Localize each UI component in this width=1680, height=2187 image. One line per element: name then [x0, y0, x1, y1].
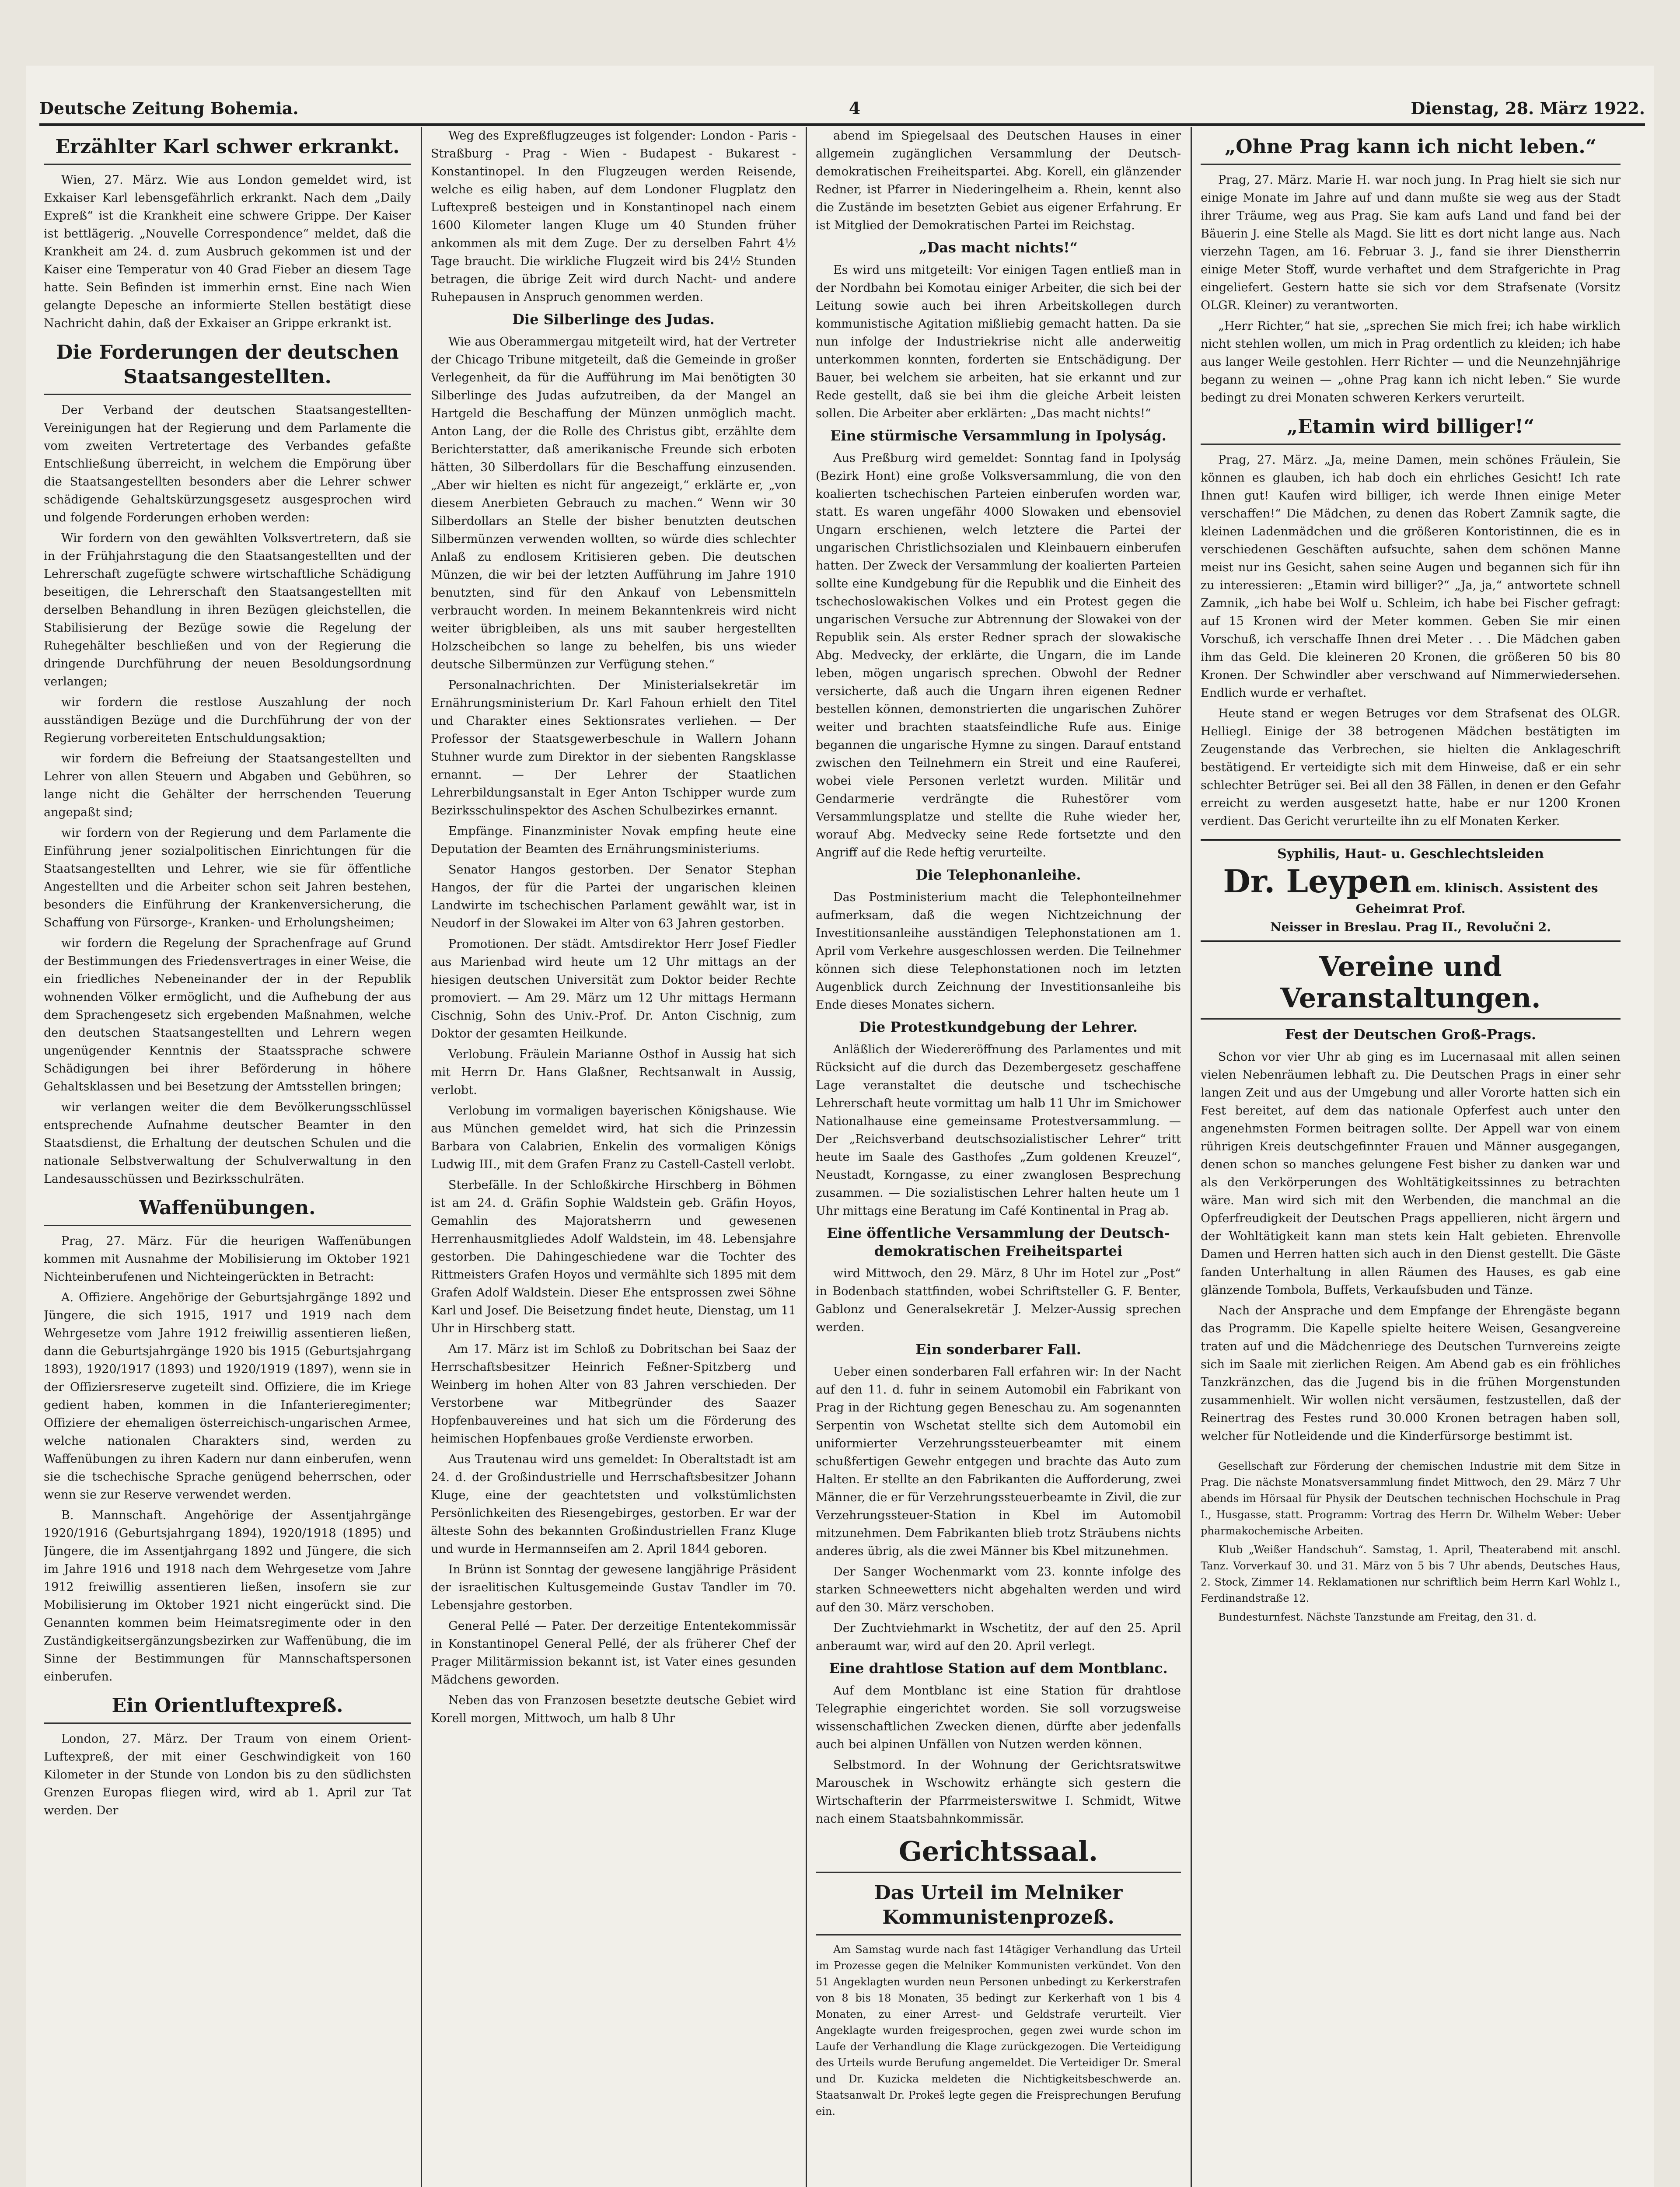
article-paragraph: Aus Trautenau wird uns gemeldet: In Oberaltstadt ist am 24. d. der Großindustrielle und Herrschaftsbesitzer Johann Kluge, eine der geachtetsten und volkstümlichsten Persönlichkeiten des Riesengebirges, gestorben. Er war der älteste Sohn des bekannten Großindustriellen Franz Kluge und wurde in Hermannseifen am 2. April 1844 geboren.	[431, 1453, 796, 1556]
article-paragraph: Schon vor vier Uhr ab ging es im Lucernasaal mit allen seinen vielen Nebenräumen lebhaft zu. Die Deutschen Prags in einer sehr langen Zeit und aus der Umgebung und aller Vororte hatten sich ein Fest bereitet, auf dem das nationale Opferfest auch unter den angenehmsten Formen beitragen sollte. Der Appell war von einem rührigen Kreis deutschgefinnter Frauen und Männer ausgegangen, denen schon so manches gelungene Fest bisher zu danken war und als den Verkörperungen des Wohltätigkeitssinnes zu betrachten wäre. Man wird sich mit den Werbenden, die manchmal an die Opferfreudigkeit der Deutschen Prags appellieren, nicht ärgern und der Wohltätigkeit kann man stets kein Halt gebieten. Ehrenvolle Damen und Herren hatten sich auch in den Dienst gestellt. Die Gäste fanden Unterhaltung in allen Räumen des Hauses, es gab eine glänzende Tombola, Buffets, Verkaufsbuden und Tänze.	[1201, 1050, 1621, 1297]
article-heading: Waffenübungen.	[44, 1196, 411, 1226]
article-paragraph: Verlobung. Fräulein Marianne Osthof in Aussig hat sich mit Herrn Dr. Hans Glaßner, Rechtsanwalt in Aussig, verlobt.	[431, 1048, 796, 1097]
article-paragraph: Wien, 27. März. Wie aus London gemeldet wird, ist Exkaiser Karl lebensgefährlich erkrankt. Nach dem „Daily Expreß“ ist die Krankheit eine schwere Grippe. Der Kaiser ist bettlägerig. „Nouvelle Correspondence“ meldet, daß die Krankheit am 24. d. zum Ausbruch gekommen ist und der Kaiser eine Temperatur von 40 Grad Fieber an diesem Tage hatte. Sein Befinden ist immerhin ernst. Eine nach Wien gelangte Depesche an informierte Stellen bestätigt diese Nachricht dahin, daß der Exkaiser an Grippe erkrankt ist.	[44, 173, 411, 330]
section-heading-events: Vereine und Veranstaltungen.	[1201, 951, 1621, 1020]
article-heading: Erzählter Karl schwer erkrankt.	[44, 135, 411, 165]
article-paragraph: wir fordern die restlose Auszahlung der noch ausständigen Bezüge und die Durchführung der von der Regierung vorbereiteten Entschuldungsaktion;	[44, 695, 411, 745]
ad-line: em. klinisch. Assistent des Geheimrat Prof.	[1355, 881, 1598, 916]
ad-line: Neisser in Breslau. Prag II., Revolučni 2.	[1270, 920, 1551, 934]
article-paragraph: Ueber einen sonderbaren Fall erfahren wir: In der Nacht auf den 11. d. fuhr in seinem Automobil ein Fabrikant von Prag in der Richtung gegen Beneschau zu. Am sogenannten Serpentin von Wschetat stellte sich dem Automobil ein uniformierter Verzehrungssteuerbeamter mit einem schußfertigen Gewehr entgegen und brachte das Auto zum Halten. Er stellte an den Fabrikanten die Aufforderung, zwei Männer, die er für Verzehrungssteuerbeamte in Zivil, die zur Verzehrungssteuer-Station in Kbel im Automobil mitzunehmen. Dem Fabrikanten blieb trotz Sträubens nichts anderes übrig, als die zwei Männer bis Kbel mitzunehmen.	[816, 1365, 1181, 1558]
article-heading: Das Urteil im Melniker Kommunistenprozeß.	[816, 1881, 1181, 1935]
article-paragraph: Am 17. März ist im Schloß zu Dobritschan bei Saaz der Herrschaftsbesitzer Heinrich Feßner-Spitzberg und Weinberg im hohen Alter von 83 Jahren verschieden. Der Verstorbene war Mitbegründer des Saazer Hopfenbauvereines und hat sich um die Förderung des heimischen Hopfenbaues große Verdienste erworben.	[431, 1342, 796, 1446]
article-paragraph: Der Sanger Wochenmarkt vom 23. konnte infolge des starken Schneewetters nicht abgehalten werden und wird auf den 30. März verschoben.	[816, 1565, 1181, 1614]
article-paragraph: Klub „Weißer Handschuh“. Samstag, 1. April, Theaterabend mit anschl. Tanz. Vorverkauf 30. und 31. März von 5 bis 7 Uhr abends, Deutsches Haus, 2. Stock, Zimmer 14. Reklamationen nur schriftlich beim Herrn Karl Wohlz I., Ferdinandstraße 12.	[1201, 1544, 1621, 1604]
column-2	[431, 127, 796, 2187]
article-paragraph: Senator Hangos gestorben. Der Senator Stephan Hangos, der für die Partei der ungarischen kleinen Landwirte im tschechischen Parlament gewählt war, ist in Neudorf in der Slowakei im Alter von 63 Jahren gestorben.	[431, 863, 796, 930]
article-paragraph: abend im Spiegelsaal des Deutschen Hauses in einer allgemein zugänglichen Versammlung der Deutsch-demokratischen Freiheitspartei. Abg. Korell, ein glänzender Redner, ist Pfarrer in Niederingelheim a. Rhein, kennt also die Zustände im besetzten Gebiet aus eigener Erfahrung. Er ist Mitglied der Demokratischen Partei im Reichstag.	[816, 129, 1181, 232]
article-paragraph: Selbstmord. In der Wohnung der Gerichtsratswitwe Marouschek in Wschowitz erhängte sich gestern die Wirtschafterin der Pfarrmeisterswitwe I. Schmidt, Witwe nach einem Staatsbahnkommissär.	[816, 1758, 1181, 1826]
article-paragraph: Aus Preßburg wird gemeldet: Sonntag fand in Ipolyság (Bezirk Hont) eine große Volksversammlung, die von den koalierten tschechischen Parteien einberufen worden war, statt. Es waren ungefähr 4000 Slowaken und ebensoviel Ungarn erschienen, welch letztere die Partei der ungarischen Christlichsozialen und Kleinbauern einberufen hatten. Der Zweck der Versammlung der koalierten Parteien sollte eine Kundgebung für die Republik und die Einheit des tschechoslowakischen Volkes und ein Protest gegen die ungarischen Versuche zur Abtrennung der Slowakei von der Republik sein. Als erster Redner sprach der slowakische Abg. Medvecky, der erklärte, die Ungarn, die im Lande leben, mögen ungarisch sprechen. Obwohl der Redner versicherte, daß auch die Ungarn ihren eigenen Redner bestellen können, demonstrierten die ungarischen Zuhörer weiter und brachten staatsfeindliche Rufe aus. Einige begannen die ungarische Hymne zu singen. Darauf entstand zwischen den Teilnehmern ein Streit und eine Rauferei, wobei viele Personen verletzt wurden. Militär und Gendarmerie verdrängte die Ruhestörer vom Versammlungsplatze und stellte die Ruhe wieder her, worauf Abg. Medvecky seine Rede fortsetzte und den Angriff auf die Rede heftig verurteilte.	[816, 451, 1181, 859]
article-subheading: Die Telephonanleihe.	[915, 866, 1081, 883]
article-paragraph: Der Zuchtviehmarkt in Wschetitz, der auf den 25. April anberaumt war, wird auf den 20. April verlegt.	[816, 1621, 1181, 1653]
article-paragraph: B. Mannschaft. Angehörige der Assentjahrgänge 1920/1916 (Geburtsjahrgang 1894), 1920/1918 (1895) und Jüngere, die im Assentjahrgang 1892 und Jüngere, die sich im Jahre 1916 und 1918 nach dem Wehrgesetze vom Jahre 1912 freiwillig assentieren ließen, insofern sie zur Mobilisierung im Oktober 1921 nicht eingerückt sind. Die Genannten kommen beim Heimatsregimente oder in den Zuständigkeitsergänzungsbezirken zur Waffenübung, die im Sinne der Bestimmungen für Mannschaftspersonen einberufen.	[44, 1509, 411, 1684]
article-paragraph: Prag, 27. März. „Ja, meine Damen, mein schönes Fräulein, Sie können es glauben, ich hab doch ein ehrliches Gesicht! Ich rate Ihnen gut! Kaufen wird billiger, ich werde Ihnen einige Meter verschaffen!“ Die Mädchen, zu denen das Robert Zamnik sagte, die kleinen Ladenmädchen und die größeren Kontoristinnen, die es in verschiedenen Geschäften aufsuchte, sahen dem schönen Manne meist nur ins Gesicht, sahen seine Augen und begannen sich für ihn zu interessieren: „Etamin wird billiger?“ „Ja, ja,“ antwortete schnell Zamnik, „ich habe bei Wolf u. Schleim, ich habe bei Fischer gefragt: auf 15 Kronen wird der Meter kommen. Geben Sie mir einen Vorschuß, ich verschaffe Ihnen drei Meter . . . Die Mädchen gaben ihm das Geld. Die kleineren 20 Kronen, die größeren 50 bis 80 Kronen. Der Schwindler aber verschwand auf Nimmerwiedersehen. Endlich wurde er verhaftet.	[1201, 453, 1621, 700]
article-paragraph: Verlobung im vormaligen bayerischen Königshause. Wie aus München gemeldet wird, hat sich die Prinzessin Barbara von Calabrien, Enkelin des vormaligen Königs Ludwig III., mit dem Grafen Franz zu Castell-Castell verlobt.	[431, 1104, 796, 1171]
article-paragraph: Prag, 27. März. Marie H. war noch jung. In Prag hielt sie sich nur einige Monate im Jahre auf und dann mußte sie weg aus der Stadt ihrer Träume, weg aus Prag. Sie kam aufs Land und fand bei der Bäuerin J. eine Stelle als Magd. Sie litt es dort nicht lange aus. Nach vierzehn Tagen, am 16. Februar 3. J., fand sie ihrer Dienstherrin einige Meter Stoff, wurde verhaftet und dem Strafgerichte in Prag eingeliefert. Gestern hatte sie sich vor dem Strafsenate (Vorsitz OLGR. Kleiner) zu verantworten.	[1201, 173, 1621, 312]
article-subheading: Eine öffentliche Versammlung der Deutsch-demokratischen Freiheitspartei	[827, 1225, 1170, 1259]
article-subheading: Die Silberlinge des Judas.	[512, 311, 715, 328]
article-paragraph: wir verlangen weiter die dem Bevölkerungsschlüssel entsprechende Aufnahme deutscher Beamter in den Staatsdienst, die Erhaltung der deutschen Schulen und die nationale Selbstverwaltung der Schulverwaltung in den Landesausschüssen und Bezirksschulräten.	[44, 1100, 411, 1186]
article-paragraph: wir fordern von der Regierung und dem Parlamente die Einführung jener sozialpolitischen Einrichtungen für die Staatsangestellten und Lehrer, wie sie für öffentliche Angestellten und die Arbeiter schon seit Jahren bestehen, besonders die Einführung der Krankenversicherung, die Schaffung von Fürsorge-, Kranken- und Erholungsheimen;	[44, 826, 411, 929]
article-paragraph: wir fordern die Regelung der Sprachenfrage auf Grund der Bestimmungen des Friedensvertrages in einer Weise, die ein friedliches Nebeneinander der in der Republik wohnenden Völker ermöglicht, und die Aufhebung der aus dem Sprachengesetz sich ergebenden Maßnahmen, welche den deutschen Staatsangestellten und Lehrern wegen ungenügender Kenntnis der Staatssprache schwere Schädigungen bei ihrer Beförderung in höhere Gehaltsklassen und bei Besetzung der Amtsstellen bringen;	[44, 936, 411, 1094]
article-paragraph: Sterbefälle. In der Schloßkirche Hirschberg in Böhmen ist am 24. d. Gräfin Sophie Waldstein geb. Gräfin Hoyos, Gemahlin des Majoratsherrn und gewesenen Herrenhausmitgliedes Adolf Waldstein, im 48. Lebensjahre gestorben. Die Dahingeschiedene war die Tochter des Rittmeisters Grafen Hoyos und vermählte sich 1895 mit dem Grafen Adolf Waldstein. Dieser Ehe entsprossen zwei Söhne Karl und Josef. Die Beisetzung findet heute, Dienstag, um 11 Uhr in Hirschberg statt.	[431, 1178, 796, 1335]
article-heading: Ein Orientluftexpreß.	[44, 1694, 411, 1724]
column-4	[1201, 127, 1621, 2187]
masthead-date: Dienstag, 28. März 1922.	[1411, 98, 1645, 118]
article-paragraph: Anläßlich der Wiedereröffnung des Parlamentes und mit Rücksicht auf die durch das Dezembergesetz geschaffene Lage veranstaltet die deutsche und tschechische Lehrerschaft heute vormittag um halb 11 Uhr im Smichower Nationalhause eine gemeinsame Protestversammlung. — Der „Reichsverband deutschsozialistischer Lehrer“ tritt heute im Saale des Gasthofes „Zum goldenen Kreuzel“, Neustadt, Korngasse, zu einer zwanglosen Besprechung zusammen. — Die sozialistischen Lehrer halten heute um 1 Uhr mittags eine Beratung im Café Kontinental in Prag ab.	[816, 1043, 1181, 1218]
article-paragraph: Heute stand er wegen Betruges vor dem Strafsenat des OLGR. Helliegl. Einige der 38 betrogenen Mädchen bestätigten im Zeugenstande das Verbrechen, sie hielten die Anklageschrift bestätigend. Er verteidigte sich mit dem Hinweise, daß er ein sehr schlechter Betrüger sei. Bei all den 38 Fällen, in denen er den Gefahr erreicht zu werden ausgesetzt hatte, habe er nur 1200 Kronen verdient. Das Gericht verurteilte ihn zu elf Monaten Kerker.	[1201, 707, 1621, 828]
article-paragraph: Wir fordern von den gewählten Volksvertretern, daß sie in der Frühjahrstagung die den Staatsangestellten und der Lehrerschaft zugefügte schwere wirtschaftliche Schädigung beseitigen, die Lehrerschaft den Staatsangestellten mit derselben Behandlung in ihren Bezügen gleichstellen, die Stabilisierung der Bezüge sowie die Regelung der Ruhegehälter beschließen und von der Regierung die dringende Durchführung der neuen Besoldungsordnung verlangen;	[44, 531, 411, 688]
column-rule	[806, 127, 807, 2187]
article-paragraph: wir fordern die Befreiung der Staatsangestellten und Lehrer von allen Steuern und Abgaben und Gebühren, so lange nicht die Gehälter der herrschenden Teuerung angepaßt sind;	[44, 752, 411, 819]
advertisement	[1201, 839, 1621, 942]
article-paragraph: Prag, 27. März. Für die heurigen Waffenübungen kommen mit Ausnahme der Mobilisierung im Oktober 1921 Nichteinberufenen und Nichteingerückten in Betracht:	[44, 1234, 411, 1284]
section-heading-court: Gerichtssaal.	[816, 1836, 1181, 1873]
article-paragraph: Auf dem Montblanc ist eine Station für drahtlose Telegraphie eingerichtet worden. Sie soll vorzugsweise wissenschaftlichen Zwecken dienen, dürfte aber jedenfalls auch bei alpinen Unfällen von Nutzen werden können.	[816, 1684, 1181, 1751]
masthead	[39, 92, 1645, 126]
article-paragraph: Es wird uns mitgeteilt: Vor einigen Tagen entließ man in der Nordbahn bei Komotau einiger Arbeiter, die sich bei der Leitung sowie auch bei ihren Arbeitskollegen durch kommunistische Agitation mißliebig gemacht hatten. Da sie nun infolge der Industriekrise nicht alle anderweitig unterkommen konnten, forderten sie Entschädigung. Der Bauer, bei welchem sie arbeiten, hat sie erkannt und zur Rede gestellt, daß sie bei ihm die gleiche Arbeit leisten sollen. Die Arbeiter aber erklärten: „Das macht nichts!“	[816, 263, 1181, 420]
column-rule	[1191, 127, 1192, 2187]
article-paragraph: Das Postministerium macht die Telephonteilnehmer aufmerksam, daß die wegen Nichtzeichnung der Investitionsanleihe ausständigen Telephonstationen am 1. April vom Verkehre ausgeschlossen werden. Die Teilnehmer können sich diese Telephonstationen noch im letzten Augenblick durch Zeichnung der Investitionsanleihe bis Ende dieses Monates sichern.	[816, 891, 1181, 1012]
article-paragraph: In Brünn ist Sonntag der gewesene langjährige Präsident der israelitischen Kultusgemeinde Gustav Tandler im 70. Lebensjahre gestorben.	[431, 1563, 796, 1612]
column-rule	[421, 127, 422, 2187]
article-subheading: Die Protestkundgebung der Lehrer.	[859, 1019, 1138, 1035]
article-subheading: Eine drahtlose Station auf dem Montblanc.	[829, 1660, 1168, 1677]
article-paragraph: Neben das von Franzosen besetzte deutsche Gebiet wird Korell morgen, Mittwoch, um halb 8 Uhr	[431, 1694, 796, 1725]
article-subheading: Eine stürmische Versammlung in Ipolyság.	[830, 427, 1167, 444]
article-paragraph: Promotionen. Der städt. Amtsdirektor Herr Josef Fiedler aus Marienbad wird heute um 12 Uhr mittags an der hiesigen deutschen Universität zum Doktor beider Rechte promoviert. — Am 29. März um 12 Uhr mittags Hermann Cischnig, Sohn des Univ.-Prof. Dr. Anton Cischnig, zum Doktor der gesamten Heilkunde.	[431, 937, 796, 1041]
article-paragraph: London, 27. März. Der Traum von einem Orient-Luftexpreß, der mit einer Geschwindigkeit von 160 Kilometer in der Stunde von London bis zu den südlichsten Grenzen Europas fliegen wird, wird ab 1. April zur Tat werden. Der	[44, 1732, 411, 1817]
article-heading: „Ohne Prag kann ich nicht leben.“	[1201, 135, 1621, 165]
article-paragraph: Bundesturnfest. Nächste Tanzstunde am Freitag, den 31. d.	[1218, 1611, 1537, 1623]
article-paragraph: Personalnachrichten. Der Ministerialsekretär im Ernährungsministerium Dr. Karl Fahoun erhielt den Titel und Charakter eines Sektionsrates verliehen. — Der Professor der Staatsgewerbeschule in Wallern Johann Stuhner wurde zum Direktor in der siebenten Rangsklasse ernannt. — Der Lehrer der Staatlichen Lehrerbildungsanstalt in Eger Anton Tschipper wurde zum Bezirksschulinspektor des Aschen Schulbezirkes ernannt.	[431, 678, 796, 818]
ad-doctor-name: Dr. Leypen	[1223, 863, 1412, 900]
column-1	[44, 127, 411, 2187]
article-paragraph: Weg des Expreßflugzeuges ist folgender: London - Paris - Straßburg - Prag - Wien - Budapest - Bukarest - Konstantinopel. In den Flugzeugen werden Reisende, welche es eilig haben, auf dem Londoner Flugplatz den Luftexpreß besteigen und in Konstantinopel nach einem 1600 Kilometer langen Kluge um 40 Stunden früher ankommen als mit dem Zuge. Der zu derselben Fahrt 4½ Tage braucht. Die wirkliche Flugzeit wird bis 24½ Stunden betragen, die übrige Zeit wird durch Nacht- und andere Ruhepausen in Anspruch genommen werden.	[431, 129, 796, 304]
article-paragraph: Nach der Ansprache und dem Empfange der Ehrengäste begann das Programm. Die Kapelle spielte heitere Weisen, Gesangvereine traten auf und die Mädchenriege des Deutschen Turnvereins zeigte sich im Saale mit zierlichen Reigen. Am Abend gab es ein fröhliches Tanzkränzchen, das die Jugend bis in die frühen Morgenstunden zusammenhielt. Wir wollen nicht versäumen, festzustellen, daß der Reinertrag des Festes rund 30.000 Kronen betragen haben soll, welcher für Notleidende und die Kinderfürsorge bestimmt ist.	[1201, 1304, 1621, 1443]
article-subheading: „Das macht nichts!“	[919, 239, 1078, 256]
article-subheading: Fest der Deutschen Groß-Prags.	[1285, 1026, 1536, 1043]
article-paragraph: Der Verband der deutschen Staatsangestellten-Vereinigungen hat der Regierung und dem Parlamente die vom zweiten Vertretertage des Verbandes gefaßte Entschließung überreicht, in welchem die Empörung über die Staatsangestellten besonders aber die Lehrer schwer schädigende Gehaltskürzungsgesetz ausgesprochen wird und folgende Forderungen erhoben werden:	[44, 403, 411, 524]
article-paragraph: General Pellé — Pater. Der derzeitige Ententekommissär in Konstantinopel General Pellé, der als früherer Chef der Prager Militärmission bekannt ist, ist Vater eines gesunden Mädchens geworden.	[431, 1619, 796, 1687]
page-number: 4	[849, 98, 861, 118]
ad-line: Syphilis, Haut- u. Geschlechtsleiden	[1277, 846, 1544, 862]
article-heading: „Etamin wird billiger!“	[1201, 415, 1621, 445]
article-paragraph: Wie aus Oberammergau mitgeteilt wird, hat der Vertreter der Chicago Tribune mitgeteilt, daß die Gemeinde in großer Verlegenheit, da für die Aufführung im Mai benötigten 30 Silberlinge des Judas aufzutreiben, da der Mangel an Hartgeld die Beschaffung der Münzen unmöglich macht. Anton Lang, der die Rolle des Christus gibt, erzählte dem Berichterstatter, daß amerikanische Freunde sich erboten hätten, 30 Silberdollars für die Beschaffung einzusenden. „Aber wir hielten es nicht für angezeigt,“ erklärte er, „von diesem Anerbieten Gebrauch zu machen.“ Wenn wir 30 Silberdollars an Stelle der bisher benutzten deutschen Silbermünzen verwenden wollten, so würde dies schlechter Anlaß zu endlosem Kritisieren geben. Die deutschen Münzen, die wir bei der letzten Aufführung im Jahre 1910 benutzten, sind für den Ankauf von Lebensmitteln verbraucht worden. In meinem Bekanntenkreis wird nicht weiter übrigbleiben, als uns mit sauber hergestellten Holzscheibchen so lange zu behelfen, bis uns wieder deutsche Silbermünzen zur Verfügung stehen.“	[431, 335, 796, 671]
column-3	[816, 127, 1181, 2187]
article-subheading: Ein sonderbarer Fall.	[915, 1341, 1081, 1358]
article-paragraph: Empfänge. Finanzminister Novak empfing heute eine Deputation der Beamten des Ernährungsministeriums.	[431, 824, 796, 856]
article-heading: Die Forderungen der deutschen Staatsangestellten.	[44, 340, 411, 395]
article-paragraph: A. Offiziere. Angehörige der Geburtsjahrgänge 1892 und Jüngere, die sich 1915, 1917 und 1919 nach dem Wehrgesetze vom Jahre 1912 freiwillig assentieren ließen, dann die Geburtsjahrgänge 1920 bis 1915 (Geburtsjahrgang 1893), 1920/1917 (1893) und 1920/1919 (1897), wenn sie in der Offiziersreserve zugeteilt sind. Offiziere, die im Kriege gedient haben, kommen in die Infanterieregimenter; Offiziere der ehemaligen österreichisch-ungarischen Armee, welche nationalen Charakters sind, werden zu Waffenübungen zu ihren Kadern nur dann einberufen, wenn sie die tschechische Sprache genügend beherrschen, oder wenn sie zur Reserve verwendet werden.	[44, 1291, 411, 1502]
masthead-title: Deutsche Zeitung Bohemia.	[39, 98, 299, 118]
article-paragraph: Gesellschaft zur Förderung der chemischen Industrie mit dem Sitze in Prag. Die nächste Monatsversammlung findet Mittwoch, den 29. März 7 Uhr abends im Hörsaal für Physik der Deutschen technischen Hochschule in Prag I., Husgasse, statt. Programm: Vortrag des Herrn Dr. Wilhelm Weber: Ueber pharmakochemische Arbeiten.	[1201, 1460, 1621, 1537]
article-paragraph: wird Mittwoch, den 29. März, 8 Uhr im Hotel zur „Post“ in Bodenbach stattfinden, wobei Schriftsteller G. F. Benter, Gablonz und Generalsekretär J. Melzer-Aussig sprechen werden.	[816, 1267, 1181, 1334]
article-paragraph: Am Samstag wurde nach fast 14tägiger Verhandlung das Urteil im Prozesse gegen die Melniker Kommunisten verkündet. Von den 51 Angeklagten wurden neun Personen unbedingt zu Kerkerstrafen von 8 bis 18 Monaten, 35 bedingt zur Kerkerhaft von 1 bis 4 Monaten, zu einer Arrest- und Geldstrafe verurteilt. Vier Angeklagte wurden freigesprochen, gegen zwei wurde schon im Laufe der Verhandlung die Klage zurückgezogen. Die Verteidigung des Urteils wurde Berufung angemeldet. Die Verteidiger Dr. Smeral und Dr. Kuzicka meldeten die Nichtigkeitsbeschwerde an. Staatsanwalt Dr. Prokeš legte gegen die Freisprechungen Berufung ein.	[816, 1943, 1181, 2117]
article-paragraph: „Herr Richter,“ hat sie, „sprechen Sie mich frei; ich habe wirklich nicht stehlen wollen, um mich in Prag ordentlich zu kleiden; ich habe aus langer Weile gestohlen. Herr Richter — und die Neunzehnjährige begann zu weinen — „ohne Prag kann ich nicht leben.“ Sie wurde bedingt zu drei Monaten schweren Kerkers verurteilt.	[1201, 319, 1621, 405]
